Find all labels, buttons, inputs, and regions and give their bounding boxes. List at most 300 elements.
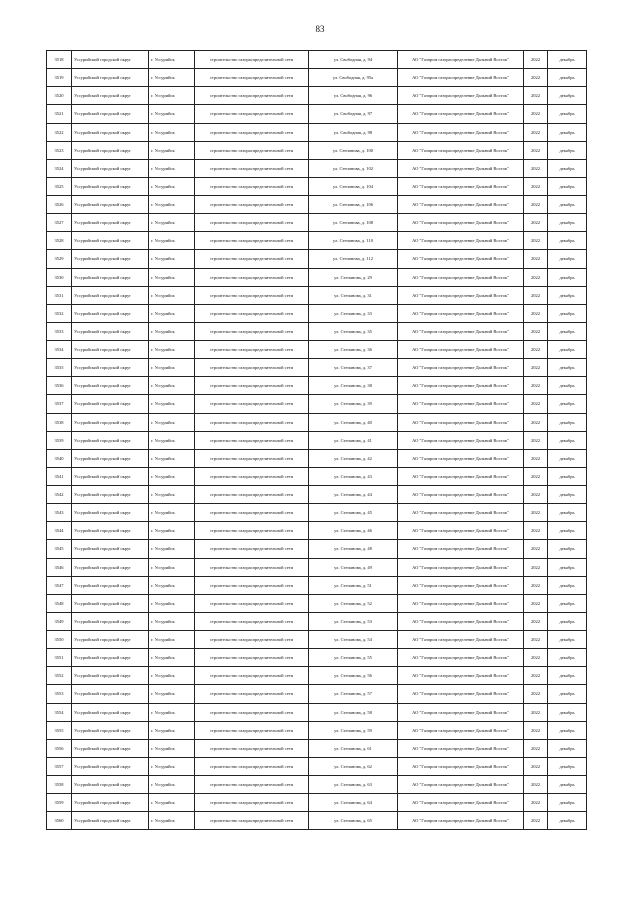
district-cell: Уссурийский городской округ — [72, 667, 149, 685]
year-cell: 2022 — [524, 322, 548, 340]
district-cell: Уссурийский городской округ — [72, 685, 149, 703]
settlement-cell: г. Уссурийск — [149, 612, 195, 630]
year-cell: 2022 — [524, 504, 548, 522]
row-number-cell: 3528 — [47, 232, 72, 250]
organization-cell: АО "Газпром газораспределение Дальний Восток" — [398, 449, 524, 467]
table-row — [47, 395, 587, 413]
month-cell: декабрь — [548, 594, 587, 612]
settlement-cell: г. Уссурийск — [149, 51, 195, 69]
district-cell: Уссурийский городской округ — [72, 304, 149, 322]
address-cell: ул. Степанова, д. 102 — [309, 159, 398, 177]
month-cell: декабрь — [548, 177, 587, 195]
year-cell: 2022 — [524, 558, 548, 576]
organization-cell: АО "Газпром газораспределение Дальний Восток" — [398, 341, 524, 359]
work-type-cell: строительство газораспределительной сети — [195, 304, 309, 322]
month-cell: декабрь — [548, 141, 587, 159]
address-cell: ул. Степанова, д. 112 — [309, 250, 398, 268]
year-cell: 2022 — [524, 69, 548, 87]
district-cell: Уссурийский городской округ — [72, 232, 149, 250]
year-cell: 2022 — [524, 105, 548, 123]
year-cell: 2022 — [524, 594, 548, 612]
work-type-cell: строительство газораспределительной сети — [195, 449, 309, 467]
table-row — [47, 69, 587, 87]
row-number-cell: 3560 — [47, 812, 72, 830]
work-type-cell: строительство газораспределительной сети — [195, 141, 309, 159]
row-number-cell: 3521 — [47, 105, 72, 123]
organization-cell: АО "Газпром газораспределение Дальний Восток" — [398, 87, 524, 105]
address-cell: ул. Степанова, д. 49 — [309, 558, 398, 576]
settlement-cell: г. Уссурийск — [149, 359, 195, 377]
year-cell: 2022 — [524, 721, 548, 739]
settlement-cell: г. Уссурийск — [149, 413, 195, 431]
address-cell: ул. Степанова, д. 63 — [309, 776, 398, 794]
table-row — [47, 51, 587, 69]
row-number-cell: 3527 — [47, 214, 72, 232]
organization-cell: АО "Газпром газораспределение Дальний Восток" — [398, 739, 524, 757]
district-cell: Уссурийский городской округ — [72, 576, 149, 594]
row-number-cell: 3525 — [47, 177, 72, 195]
organization-cell: АО "Газпром газораспределение Дальний Восток" — [398, 322, 524, 340]
table-row — [47, 486, 587, 504]
month-cell: декабрь — [548, 812, 587, 830]
table-row — [47, 250, 587, 268]
settlement-cell: г. Уссурийск — [149, 467, 195, 485]
work-type-cell: строительство газораспределительной сети — [195, 667, 309, 685]
row-number-cell: 3550 — [47, 631, 72, 649]
address-cell: ул. Степанова, д. 45 — [309, 504, 398, 522]
month-cell: декабрь — [548, 739, 587, 757]
organization-cell: АО "Газпром газораспределение Дальний Восток" — [398, 612, 524, 630]
address-cell: ул. Степанова, д. 39 — [309, 395, 398, 413]
year-cell: 2022 — [524, 449, 548, 467]
organization-cell: АО "Газпром газораспределение Дальний Восток" — [398, 214, 524, 232]
organization-cell: АО "Газпром газораспределение Дальний Восток" — [398, 558, 524, 576]
month-cell: декабрь — [548, 159, 587, 177]
address-cell: ул. Степанова, д. 46 — [309, 522, 398, 540]
address-cell: ул. Степанова, д. 55 — [309, 649, 398, 667]
address-cell: ул. Степанова, д. 38 — [309, 377, 398, 395]
organization-cell: АО "Газпром газораспределение Дальний Восток" — [398, 667, 524, 685]
work-type-cell: строительство газораспределительной сети — [195, 649, 309, 667]
work-type-cell: строительство газораспределительной сети — [195, 486, 309, 504]
settlement-cell: г. Уссурийск — [149, 322, 195, 340]
row-number-cell: 3535 — [47, 359, 72, 377]
row-number-cell: 3519 — [47, 69, 72, 87]
row-number-cell: 3531 — [47, 286, 72, 304]
row-number-cell: 3539 — [47, 431, 72, 449]
work-type-cell: строительство газораспределительной сети — [195, 467, 309, 485]
row-number-cell: 3548 — [47, 594, 72, 612]
district-cell: Уссурийский городской округ — [72, 794, 149, 812]
table-row — [47, 685, 587, 703]
district-cell: Уссурийский городской округ — [72, 286, 149, 304]
address-cell: ул. Свободная, д. 95а — [309, 69, 398, 87]
settlement-cell: г. Уссурийск — [149, 105, 195, 123]
table-row — [47, 268, 587, 286]
organization-cell: АО "Газпром газораспределение Дальний Восток" — [398, 431, 524, 449]
table-row — [47, 522, 587, 540]
month-cell: декабрь — [548, 214, 587, 232]
organization-cell: АО "Газпром газораспределение Дальний Восток" — [398, 159, 524, 177]
year-cell: 2022 — [524, 377, 548, 395]
year-cell: 2022 — [524, 667, 548, 685]
month-cell: декабрь — [548, 631, 587, 649]
district-cell: Уссурийский городской округ — [72, 467, 149, 485]
district-cell: Уссурийский городской округ — [72, 214, 149, 232]
row-number-cell: 3559 — [47, 794, 72, 812]
month-cell: декабрь — [548, 431, 587, 449]
district-cell: Уссурийский городской округ — [72, 431, 149, 449]
settlement-cell: г. Уссурийск — [149, 558, 195, 576]
organization-cell: АО "Газпром газораспределение Дальний Восток" — [398, 141, 524, 159]
settlement-cell: г. Уссурийск — [149, 504, 195, 522]
organization-cell: АО "Газпром газораспределение Дальний Восток" — [398, 776, 524, 794]
district-cell: Уссурийский городской округ — [72, 177, 149, 195]
address-cell: ул. Степанова, д. 100 — [309, 141, 398, 159]
settlement-cell: г. Уссурийск — [149, 757, 195, 775]
address-cell: ул. Степанова, д. 110 — [309, 232, 398, 250]
year-cell: 2022 — [524, 413, 548, 431]
district-cell: Уссурийский городской округ — [72, 540, 149, 558]
settlement-cell: г. Уссурийск — [149, 431, 195, 449]
year-cell: 2022 — [524, 794, 548, 812]
table-row — [47, 739, 587, 757]
district-cell: Уссурийский городской округ — [72, 87, 149, 105]
month-cell: декабрь — [548, 667, 587, 685]
row-number-cell: 3542 — [47, 486, 72, 504]
address-cell: ул. Степанова, д. 108 — [309, 214, 398, 232]
month-cell: декабрь — [548, 576, 587, 594]
month-cell: декабрь — [548, 359, 587, 377]
work-type-cell: строительство газораспределительной сети — [195, 812, 309, 830]
month-cell: декабрь — [548, 196, 587, 214]
district-cell: Уссурийский городской округ — [72, 395, 149, 413]
work-type-cell: строительство газораспределительной сети — [195, 69, 309, 87]
organization-cell: АО "Газпром газораспределение Дальний Восток" — [398, 721, 524, 739]
organization-cell: АО "Газпром газораспределение Дальний Восток" — [398, 232, 524, 250]
row-number-cell: 3552 — [47, 667, 72, 685]
year-cell: 2022 — [524, 304, 548, 322]
month-cell: декабрь — [548, 123, 587, 141]
row-number-cell: 3530 — [47, 268, 72, 286]
organization-cell: АО "Газпром газораспределение Дальний Восток" — [398, 123, 524, 141]
row-number-cell: 3544 — [47, 522, 72, 540]
table-row — [47, 449, 587, 467]
work-type-cell: строительство газораспределительной сети — [195, 196, 309, 214]
table-row — [47, 413, 587, 431]
work-type-cell: строительство газораспределительной сети — [195, 776, 309, 794]
table-row — [47, 467, 587, 485]
work-type-cell: строительство газораспределительной сети — [195, 431, 309, 449]
address-cell: ул. Степанова, д. 43 — [309, 467, 398, 485]
year-cell: 2022 — [524, 359, 548, 377]
settlement-cell: г. Уссурийск — [149, 703, 195, 721]
settlement-cell: г. Уссурийск — [149, 159, 195, 177]
address-cell: ул. Степанова, д. 53 — [309, 612, 398, 630]
settlement-cell: г. Уссурийск — [149, 87, 195, 105]
year-cell: 2022 — [524, 703, 548, 721]
district-cell: Уссурийский городской округ — [72, 377, 149, 395]
year-cell: 2022 — [524, 51, 548, 69]
year-cell: 2022 — [524, 268, 548, 286]
address-cell: ул. Степанова, д. 59 — [309, 721, 398, 739]
work-type-cell: строительство газораспределительной сети — [195, 159, 309, 177]
work-type-cell: строительство газораспределительной сети — [195, 359, 309, 377]
month-cell: декабрь — [548, 703, 587, 721]
table-row — [47, 196, 587, 214]
settlement-cell: г. Уссурийск — [149, 522, 195, 540]
month-cell: декабрь — [548, 467, 587, 485]
work-type-cell: строительство газораспределительной сети — [195, 739, 309, 757]
settlement-cell: г. Уссурийск — [149, 685, 195, 703]
year-cell: 2022 — [524, 522, 548, 540]
work-type-cell: строительство газораспределительной сети — [195, 395, 309, 413]
year-cell: 2022 — [524, 631, 548, 649]
gasification-schedule-table — [46, 50, 587, 830]
settlement-cell: г. Уссурийск — [149, 721, 195, 739]
district-cell: Уссурийский городской округ — [72, 649, 149, 667]
row-number-cell: 3524 — [47, 159, 72, 177]
district-cell: Уссурийский городской округ — [72, 739, 149, 757]
work-type-cell: строительство газораспределительной сети — [195, 105, 309, 123]
settlement-cell: г. Уссурийск — [149, 304, 195, 322]
address-cell: ул. Степанова, д. 41 — [309, 431, 398, 449]
district-cell: Уссурийский городской округ — [72, 250, 149, 268]
row-number-cell: 3551 — [47, 649, 72, 667]
month-cell: декабрь — [548, 232, 587, 250]
organization-cell: АО "Газпром газораспределение Дальний Восток" — [398, 286, 524, 304]
district-cell: Уссурийский городской округ — [72, 105, 149, 123]
address-cell: ул. Степанова, д. 44 — [309, 486, 398, 504]
district-cell: Уссурийский городской округ — [72, 812, 149, 830]
address-cell: ул. Степанова, д. 29 — [309, 268, 398, 286]
row-number-cell: 3545 — [47, 540, 72, 558]
organization-cell: АО "Газпром газораспределение Дальний Восток" — [398, 504, 524, 522]
table-row — [47, 304, 587, 322]
month-cell: декабрь — [548, 757, 587, 775]
address-cell: ул. Степанова, д. 40 — [309, 413, 398, 431]
work-type-cell: строительство газораспределительной сети — [195, 286, 309, 304]
year-cell: 2022 — [524, 540, 548, 558]
work-type-cell: строительство газораспределительной сети — [195, 51, 309, 69]
row-number-cell: 3526 — [47, 196, 72, 214]
settlement-cell: г. Уссурийск — [149, 232, 195, 250]
address-cell: ул. Степанова, д. 31 — [309, 286, 398, 304]
district-cell: Уссурийский городской округ — [72, 141, 149, 159]
table-body — [47, 51, 587, 830]
table-row — [47, 558, 587, 576]
district-cell: Уссурийский городской округ — [72, 196, 149, 214]
row-number-cell: 3558 — [47, 776, 72, 794]
organization-cell: АО "Газпром газораспределение Дальний Восток" — [398, 631, 524, 649]
table-row — [47, 286, 587, 304]
address-cell: ул. Степанова, д. 51 — [309, 576, 398, 594]
year-cell: 2022 — [524, 232, 548, 250]
work-type-cell: строительство газораспределительной сети — [195, 413, 309, 431]
row-number-cell: 3537 — [47, 395, 72, 413]
table-row — [47, 159, 587, 177]
table-row — [47, 540, 587, 558]
address-cell: ул. Степанова, д. 61 — [309, 739, 398, 757]
organization-cell: АО "Газпром газораспределение Дальний Восток" — [398, 703, 524, 721]
organization-cell: АО "Газпром газораспределение Дальний Восток" — [398, 486, 524, 504]
month-cell: декабрь — [548, 51, 587, 69]
row-number-cell: 3523 — [47, 141, 72, 159]
row-number-cell: 3536 — [47, 377, 72, 395]
district-cell: Уссурийский городской округ — [72, 721, 149, 739]
work-type-cell: строительство газораспределительной сети — [195, 232, 309, 250]
year-cell: 2022 — [524, 196, 548, 214]
month-cell: декабрь — [548, 341, 587, 359]
month-cell: декабрь — [548, 776, 587, 794]
work-type-cell: строительство газораспределительной сети — [195, 703, 309, 721]
page-number: 83 — [315, 24, 325, 34]
address-cell: ул. Степанова, д. 56 — [309, 667, 398, 685]
year-cell: 2022 — [524, 739, 548, 757]
address-cell: ул. Степанова, д. 57 — [309, 685, 398, 703]
month-cell: декабрь — [548, 304, 587, 322]
row-number-cell: 3549 — [47, 612, 72, 630]
organization-cell: АО "Газпром газораспределение Дальний Восток" — [398, 359, 524, 377]
row-number-cell: 3553 — [47, 685, 72, 703]
work-type-cell: строительство газораспределительной сети — [195, 87, 309, 105]
year-cell: 2022 — [524, 250, 548, 268]
work-type-cell: строительство газораспределительной сети — [195, 322, 309, 340]
settlement-cell: г. Уссурийск — [149, 667, 195, 685]
month-cell: декабрь — [548, 286, 587, 304]
month-cell: декабрь — [548, 794, 587, 812]
organization-cell: АО "Газпром газораспределение Дальний Восток" — [398, 377, 524, 395]
year-cell: 2022 — [524, 141, 548, 159]
address-cell: ул. Степанова, д. 52 — [309, 594, 398, 612]
settlement-cell: г. Уссурийск — [149, 69, 195, 87]
table-row — [47, 504, 587, 522]
row-number-cell: 3557 — [47, 757, 72, 775]
address-cell: ул. Свободная, д. 97 — [309, 105, 398, 123]
organization-cell: АО "Газпром газораспределение Дальний Восток" — [398, 649, 524, 667]
organization-cell: АО "Газпром газораспределение Дальний Восток" — [398, 467, 524, 485]
table-row — [47, 141, 587, 159]
settlement-cell: г. Уссурийск — [149, 395, 195, 413]
address-cell: ул. Степанова, д. 33 — [309, 304, 398, 322]
work-type-cell: строительство газораспределительной сети — [195, 631, 309, 649]
table-row — [47, 105, 587, 123]
month-cell: декабрь — [548, 449, 587, 467]
address-cell: ул. Степанова, д. 106 — [309, 196, 398, 214]
table-row — [47, 631, 587, 649]
settlement-cell: г. Уссурийск — [149, 739, 195, 757]
table-row — [47, 322, 587, 340]
settlement-cell: г. Уссурийск — [149, 250, 195, 268]
table-row — [47, 757, 587, 775]
settlement-cell: г. Уссурийск — [149, 196, 195, 214]
row-number-cell: 3555 — [47, 721, 72, 739]
district-cell: Уссурийский городской округ — [72, 703, 149, 721]
year-cell: 2022 — [524, 486, 548, 504]
month-cell: декабрь — [548, 685, 587, 703]
year-cell: 2022 — [524, 649, 548, 667]
district-cell: Уссурийский городской округ — [72, 631, 149, 649]
organization-cell: АО "Газпром газораспределение Дальний Восток" — [398, 105, 524, 123]
address-cell: ул. Степанова, д. 54 — [309, 631, 398, 649]
work-type-cell: строительство газораспределительной сети — [195, 558, 309, 576]
row-number-cell: 3541 — [47, 467, 72, 485]
year-cell: 2022 — [524, 776, 548, 794]
table-row — [47, 177, 587, 195]
district-cell: Уссурийский городской округ — [72, 449, 149, 467]
organization-cell: АО "Газпром газораспределение Дальний Восток" — [398, 250, 524, 268]
month-cell: декабрь — [548, 377, 587, 395]
settlement-cell: г. Уссурийск — [149, 576, 195, 594]
month-cell: декабрь — [548, 395, 587, 413]
table-row — [47, 812, 587, 830]
year-cell: 2022 — [524, 812, 548, 830]
month-cell: декабрь — [548, 105, 587, 123]
year-cell: 2022 — [524, 341, 548, 359]
year-cell: 2022 — [524, 87, 548, 105]
organization-cell: АО "Газпром газораспределение Дальний Восток" — [398, 413, 524, 431]
month-cell: декабрь — [548, 649, 587, 667]
row-number-cell: 3518 — [47, 51, 72, 69]
settlement-cell: г. Уссурийск — [149, 341, 195, 359]
year-cell: 2022 — [524, 123, 548, 141]
district-cell: Уссурийский городской округ — [72, 69, 149, 87]
organization-cell: АО "Газпром газораспределение Дальний Восток" — [398, 268, 524, 286]
work-type-cell: строительство газораспределительной сети — [195, 594, 309, 612]
address-cell: ул. Степанова, д. 58 — [309, 703, 398, 721]
district-cell: Уссурийский городской округ — [72, 486, 149, 504]
district-cell: Уссурийский городской округ — [72, 776, 149, 794]
table-row — [47, 594, 587, 612]
year-cell: 2022 — [524, 757, 548, 775]
district-cell: Уссурийский городской округ — [72, 159, 149, 177]
district-cell: Уссурийский городской округ — [72, 522, 149, 540]
year-cell: 2022 — [524, 159, 548, 177]
year-cell: 2022 — [524, 395, 548, 413]
row-number-cell: 3538 — [47, 413, 72, 431]
month-cell: декабрь — [548, 612, 587, 630]
settlement-cell: г. Уссурийск — [149, 812, 195, 830]
organization-cell: АО "Газпром газораспределение Дальний Восток" — [398, 594, 524, 612]
year-cell: 2022 — [524, 286, 548, 304]
table-row — [47, 612, 587, 630]
row-number-cell: 3533 — [47, 322, 72, 340]
month-cell: декабрь — [548, 322, 587, 340]
row-number-cell: 3532 — [47, 304, 72, 322]
settlement-cell: г. Уссурийск — [149, 377, 195, 395]
row-number-cell: 3522 — [47, 123, 72, 141]
month-cell: декабрь — [548, 69, 587, 87]
month-cell: декабрь — [548, 268, 587, 286]
district-cell: Уссурийский городской округ — [72, 341, 149, 359]
district-cell: Уссурийский городской округ — [72, 51, 149, 69]
row-number-cell: 3546 — [47, 558, 72, 576]
settlement-cell: г. Уссурийск — [149, 177, 195, 195]
organization-cell: АО "Газпром газораспределение Дальний Восток" — [398, 177, 524, 195]
row-number-cell: 3556 — [47, 739, 72, 757]
settlement-cell: г. Уссурийск — [149, 631, 195, 649]
table-row — [47, 576, 587, 594]
year-cell: 2022 — [524, 576, 548, 594]
row-number-cell: 3534 — [47, 341, 72, 359]
address-cell: ул. Степанова, д. 104 — [309, 177, 398, 195]
month-cell: декабрь — [548, 558, 587, 576]
work-type-cell: строительство газораспределительной сети — [195, 341, 309, 359]
organization-cell: АО "Газпром газораспределение Дальний Восток" — [398, 304, 524, 322]
table-row — [47, 649, 587, 667]
work-type-cell: строительство газораспределительной сети — [195, 268, 309, 286]
table-row — [47, 667, 587, 685]
